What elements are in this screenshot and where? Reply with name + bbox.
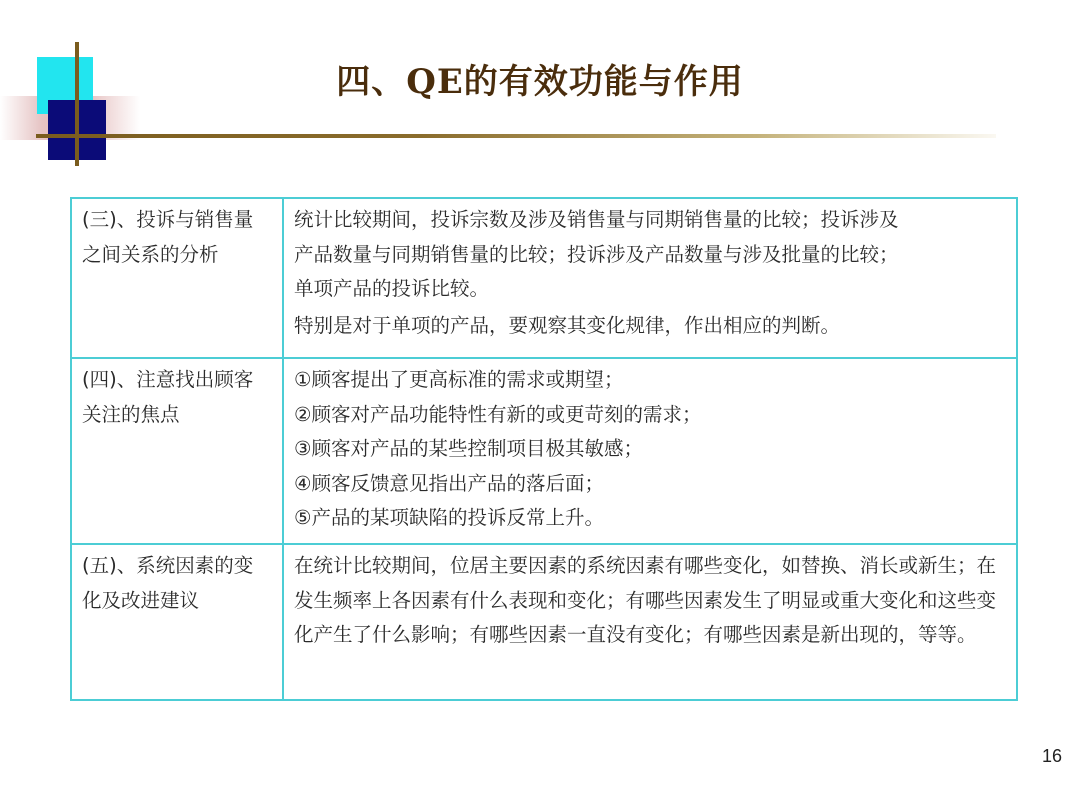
page-number: 16: [1041, 746, 1062, 766]
table-row: [71, 358, 1017, 544]
detail-line: 产品数量与同期销售量的比较；投诉涉及产品数量与涉及批量的比较；: [294, 242, 899, 266]
content-table: [70, 197, 1018, 701]
detail-line: 单项产品的投诉比较。: [294, 277, 490, 300]
page-title: 四、QE的有效功能与作用: [336, 62, 744, 102]
table-row: [71, 198, 1017, 358]
list-item: ④顾客反馈意见指出产品的落后面；: [294, 471, 604, 495]
title-underline-rule: [36, 134, 996, 138]
row-detail-system-factors: [283, 544, 1017, 700]
logo-vertical-rule: [75, 42, 79, 166]
row-topic-customer-focus: (四)、注意找出顾客关注的焦点: [71, 358, 283, 544]
row-detail-complaint-sales: [283, 198, 1017, 358]
row-topic-system-factors: (五)、系统因素的变化及改进建议: [71, 544, 283, 700]
row-topic-complaint-sales: (三)、投诉与销售量之间关系的分析: [71, 198, 283, 358]
table-row: [71, 544, 1017, 700]
list-item: ①顾客提出了更高标准的需求或期望；: [294, 368, 624, 391]
detail-note: 特别是对于单项的产品，要观察其变化规律，作出相应的判断。: [294, 313, 841, 337]
list-item: ②顾客对产品功能特性有新的或更苛刻的需求；: [294, 402, 702, 426]
row-detail-customer-focus: [283, 358, 1017, 544]
detail-paragraph: 在统计比较期间，位居主要因素的系统因素有哪些变化，如替换、消长或新生；在发生频率上各因素有什么表现和变化；有哪些因素发生了明显或重大变化和这些变化产生了什么影响；有哪些因素一直没有变化；有哪些因素是新出现的，等等。: [294, 554, 997, 646]
list-item: ⑤产品的某项缺陷的投诉反常上升。: [294, 506, 604, 529]
list-item: ③顾客对产品的某些控制项目极其敏感；: [294, 437, 643, 460]
detail-line: 统计比较期间，投诉宗数及涉及销售量与同期销售量的比较；投诉涉及: [294, 208, 899, 231]
